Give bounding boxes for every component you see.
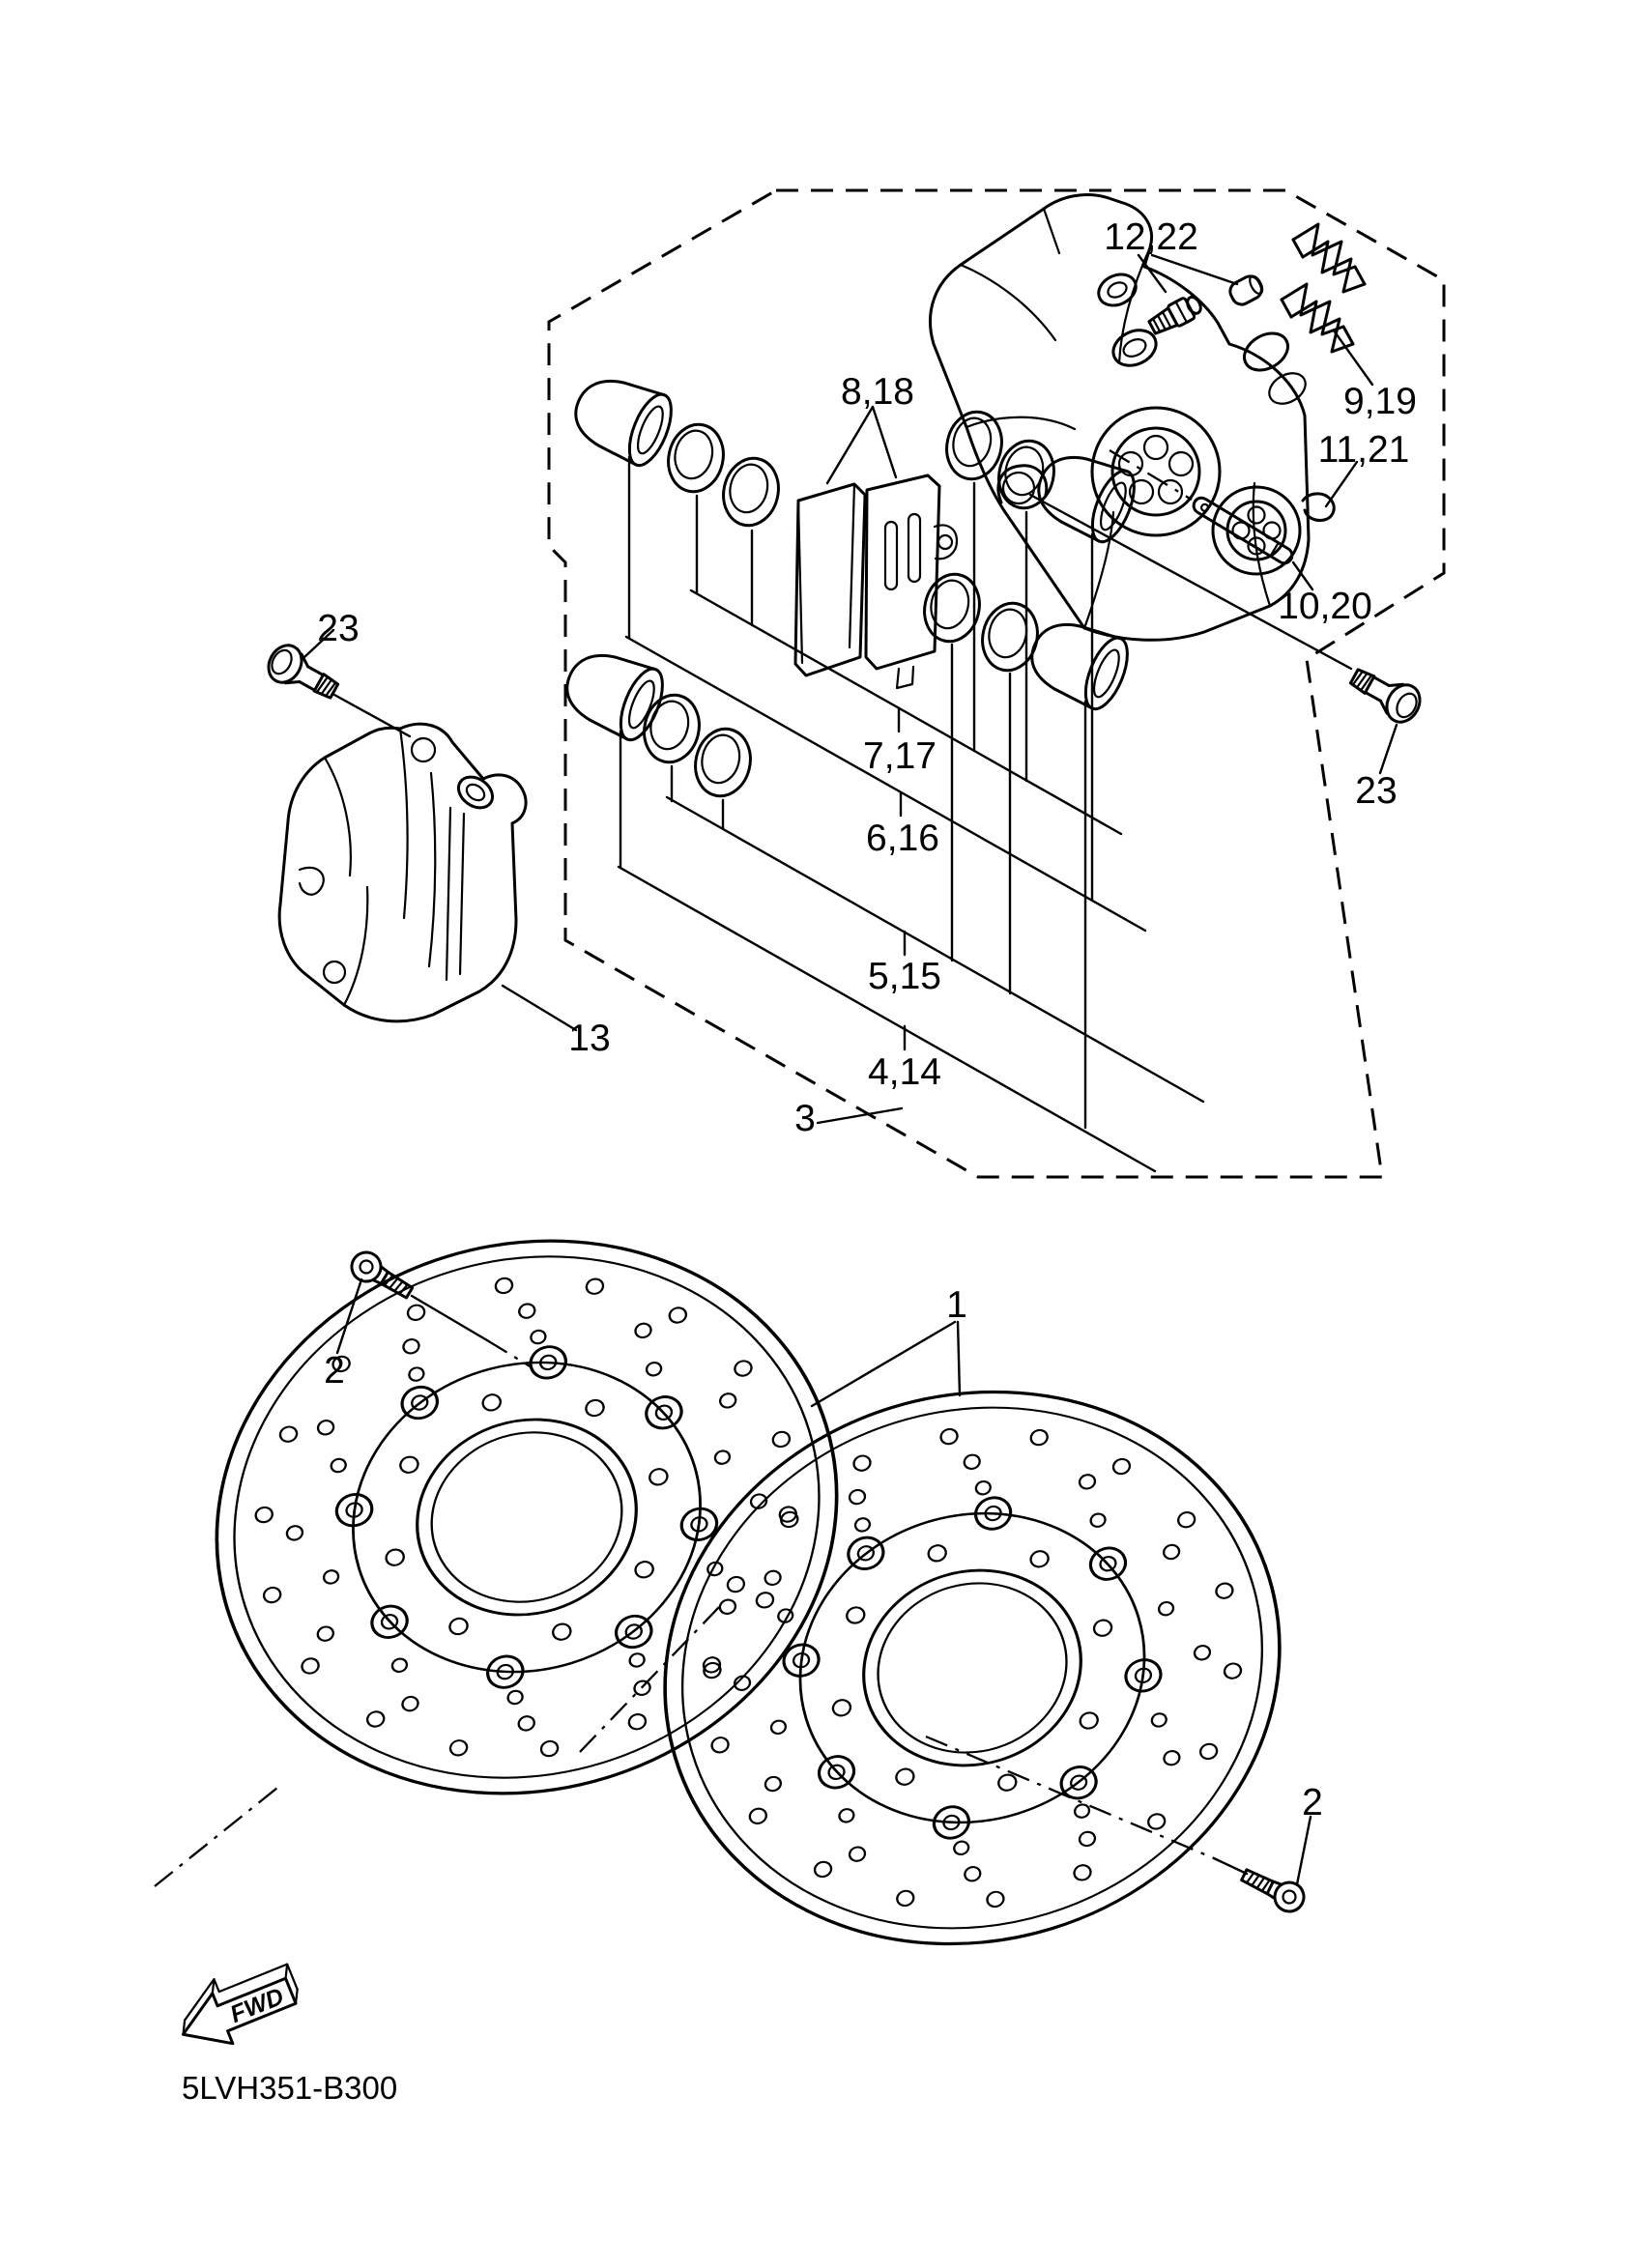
piston-seal xyxy=(662,419,730,498)
callout-2-left: 2 xyxy=(324,1350,345,1392)
callout-13: 13 xyxy=(568,1018,611,1059)
brake-disc-right xyxy=(596,1316,1349,2019)
callout-8-18: 8,18 xyxy=(841,371,914,413)
piston-seal xyxy=(918,569,986,647)
callout-5-15: 5,15 xyxy=(868,956,941,997)
callout-23-right: 23 xyxy=(1355,770,1398,812)
brake-disc-left xyxy=(148,1165,907,1870)
callout-10-20: 10,20 xyxy=(1278,586,1372,627)
callout-2-right: 2 xyxy=(1302,1782,1323,1823)
callout-4-14: 4,14 xyxy=(868,1051,941,1093)
callout-9-19: 9,19 xyxy=(1343,381,1417,422)
callout-7-17: 7,17 xyxy=(863,735,937,777)
callout-3: 3 xyxy=(794,1098,816,1139)
dust-seal xyxy=(717,453,785,531)
front-caliper-right xyxy=(930,194,1311,640)
disc-bolt-right xyxy=(1238,1862,1309,1916)
drawing-number: 5LVH351-B300 xyxy=(182,2070,398,2106)
fwd-arrow-label: FWD xyxy=(226,1982,288,2029)
front-caliper-left xyxy=(279,724,526,1021)
leader-lines xyxy=(304,255,1397,1884)
caliper-piston xyxy=(556,641,671,746)
brake-pads xyxy=(795,475,957,688)
callout-6-16: 6,16 xyxy=(866,818,939,859)
callout-23-left: 23 xyxy=(317,608,360,649)
callout-1: 1 xyxy=(946,1284,967,1326)
bleed-screw-cap xyxy=(1226,273,1265,308)
seal-kit-dashed-outline xyxy=(549,190,1444,1177)
caliper-piston xyxy=(564,366,679,472)
center-lines xyxy=(155,450,1214,1886)
fwd-arrow xyxy=(168,1952,307,2060)
caliper-bolt-right xyxy=(1345,659,1427,728)
pad-spring xyxy=(1282,224,1365,352)
callout-12-22: 12,22 xyxy=(1104,216,1198,258)
callout-11-21: 11,21 xyxy=(1317,429,1410,471)
caliper-bolt-left xyxy=(262,640,343,708)
